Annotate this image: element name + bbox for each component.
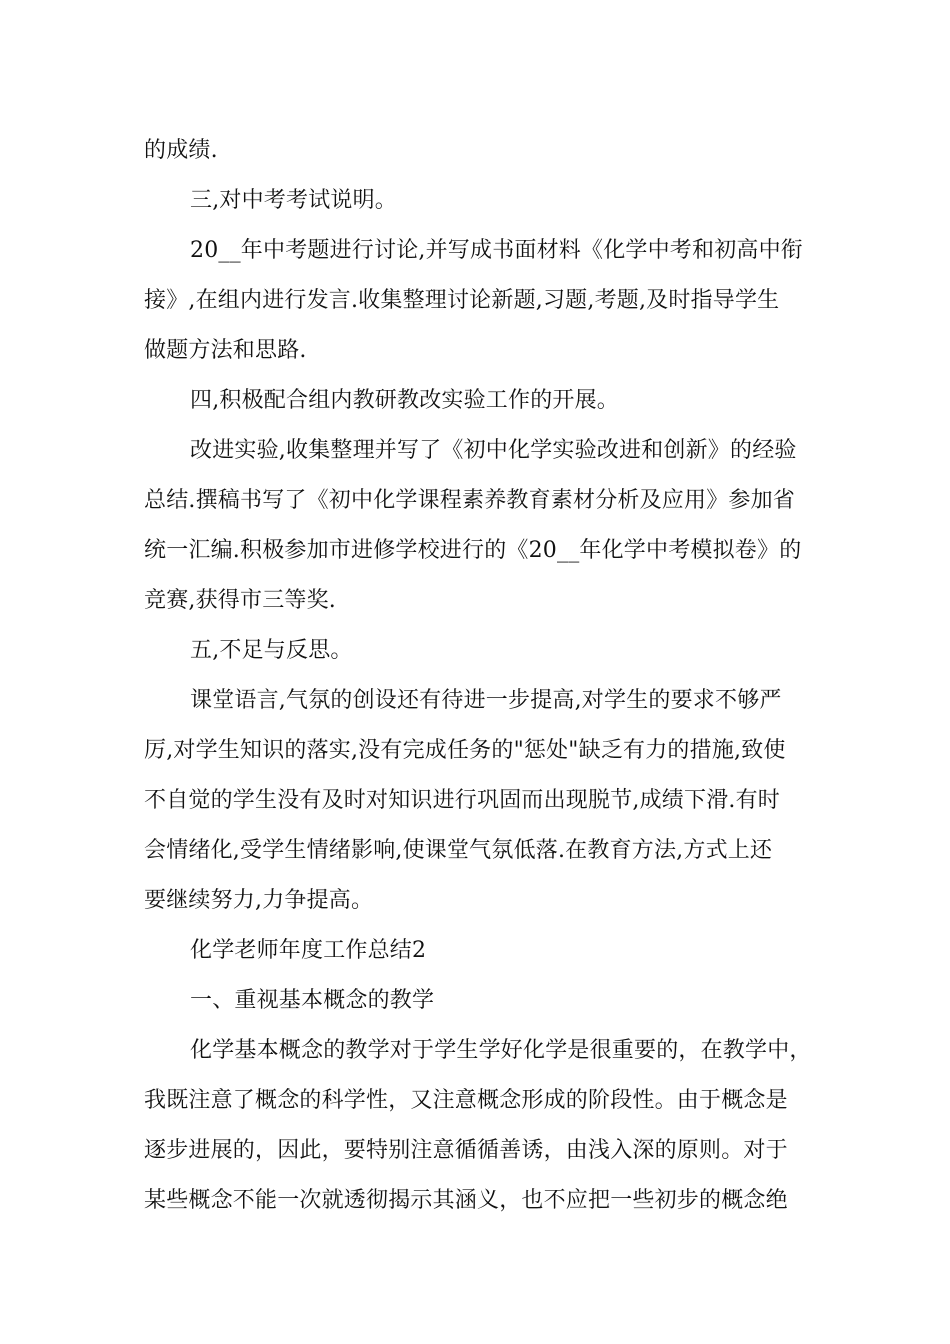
text-line: 课堂语言,气氛的创设还有待进一步提高,对学生的要求不够严 — [190, 688, 782, 713]
text-line: 不自觉的学生没有及时对知识进行巩固而出现脱节,成绩下滑.有时 — [144, 788, 780, 813]
section-heading-5: 五,不足与反思。 — [190, 638, 353, 663]
section-heading-3: 三,对中考考试说明。 — [190, 188, 397, 213]
document-title-2: 化学老师年度工作总结2 — [190, 938, 427, 963]
text-line: 20__年中考题进行讨论,并写成书面材料《化学中考和初高中衔 — [190, 238, 803, 263]
text-line: 我既注意了概念的科学性，又注意概念形成的阶段性。由于概念是 — [144, 1088, 788, 1113]
text-line: 做题方法和思路. — [144, 338, 307, 363]
text-line: 接》,在组内进行发言.收集整理讨论新题,习题,考题,及时指导学生 — [144, 288, 780, 313]
text-line: 总结.撰稿书写了《初中化学课程素养教育素材分析及应用》参加省 — [144, 488, 795, 513]
text-line: 厉,对学生知识的落实,没有完成任务的"惩处"缺乏有力的措施,致使 — [144, 738, 786, 763]
text-line: 的成绩. — [144, 138, 218, 163]
text-line: 化学基本概念的教学对于学生学好化学是很重要的，在教学中， — [190, 1038, 812, 1063]
text-line: 统一汇编.积极参加市进修学校进行的《20__年化学中考模拟卷》的 — [144, 538, 802, 563]
text-line: 逐步进展的，因此，要特别注意循循善诱，由浅入深的原则。对于 — [144, 1138, 788, 1163]
section-heading-1: 一、重视基本概念的教学 — [190, 988, 435, 1013]
text-line: 竞赛,获得市三等奖. — [144, 588, 336, 613]
text-line: 要继续努力,力争提高。 — [144, 888, 374, 913]
text-line: 会情绪化,受学生情绪影响,使课堂气氛低落.在教育方法,方式上还 — [144, 838, 773, 863]
section-heading-4: 四,积极配合组内教研教改实验工作的开展。 — [190, 388, 619, 413]
text-line: 某些概念不能一次就透彻揭示其涵义，也不应把一些初步的概念绝 — [144, 1188, 788, 1213]
text-line: 改进实验,收集整理并写了《初中化学实验改进和创新》的经验 — [190, 438, 797, 463]
